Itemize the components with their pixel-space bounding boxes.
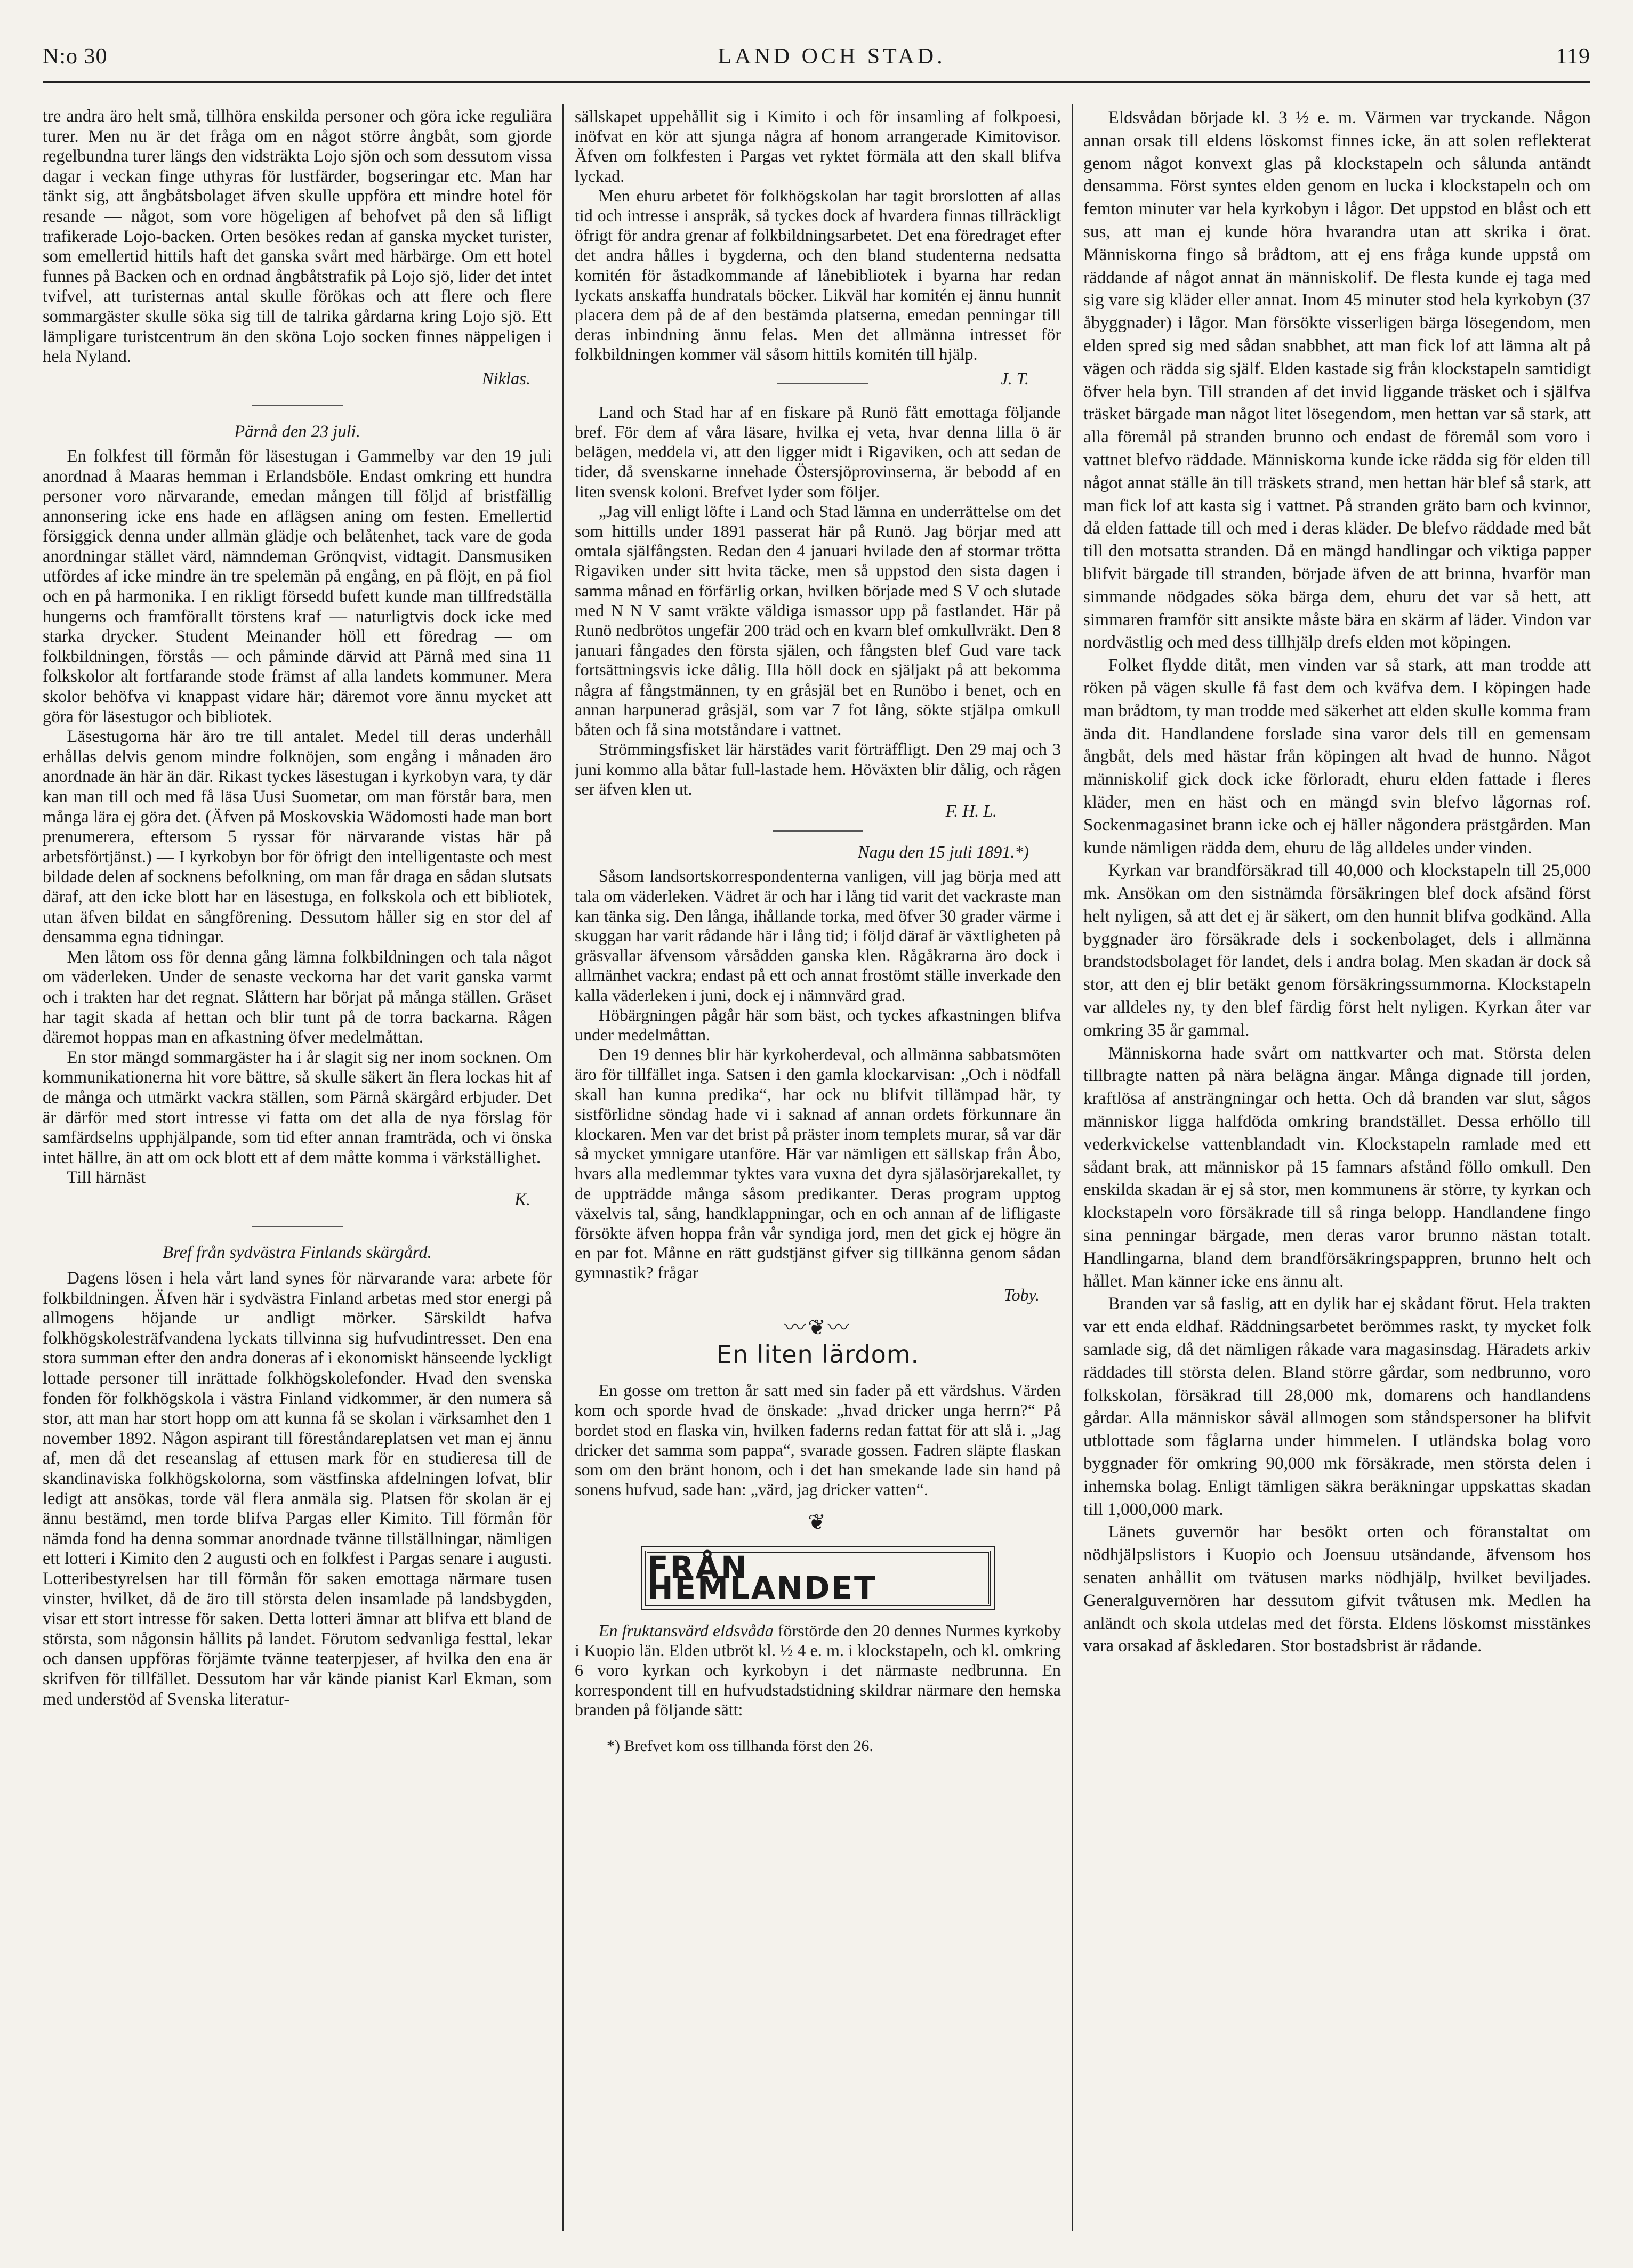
article-paragraph: Den 19 dennes blir här kyrkoherdeval, och allmänna sabbatsmöten äro för tillfället inga. Satsen i den gamla klockarvisan: „Och i nödfall skall han kunna predika“, har ock nu blifvit tillämpad här, ty sistförlidne söndag hade vi i saknad af annan ordets förkunnare än klockaren. Men var det brist på präster inom templets murar, så var där så mycket ymnigare utanföre. Här var nämligen ett sällskap från Åbo, hvars alla medlemmar tyktes vara vuxna det dyra själasörjarekallet, ty de uppträdde många såsom predikanter. Deras program upptog växelvis tal, sång, handklappningar, och en och annan af de lifligaste försökte äfven hoppa från vår syndiga jord, men det gick ej högre än en par fot. Månne en rätt gudstjänst gifver sig tillkänna genom sådan gymnastik? frågar [575, 1045, 1061, 1282]
footnote: *) Brefvet kom oss tillhanda först den 26. [607, 1737, 873, 1755]
signature: K. [514, 1190, 530, 1209]
article-paragraph: En folkfest till förmån för läsestugan i Gammelby var den 19 juli anordnad å Maaras hemman i Erlandsböle. Endast omkring ett hundra personer voro närvarande, emedan mången till följd af bristfällig annonsering icke ens hade en aflägsen aning om festen. Emellertid försiggick denna under allmän glädje och belåtenhet, tack vare de goda anordningar stället värd, nämndeman Grönqvist, vidtagit. Dansmusiken utfördes af icke mindre än tre spelemän på engång, en på flöjt, en på fiol och en på harmonika. I en rikligt försedd bufett kunde man tillfredställa hungerns och framförallt törstens kraf — naturligtvis dock icke med starka drycker. Student Meinander höll ett föredrag — om folkbildningen, förstås — och påminde därvid att Pärnå med sina 11 folkskolor alt fortfarande stode främst af alla landets kommuner. Mera skolor behöfva vi knappast vidare här; däremot vore ännu mycket att göra för läsestugor och bibliotek. [43, 446, 552, 727]
article-paragraph: Människorna hade svårt om nattkvarter och mat. Största delen tillbragte natten på nära belägna ängar. Många dignade till jorden, kraftlösa af ansträngningar och hetta. Och då branden var slut, sågos människor ligga halfdöda omkring brandstället. Dessa erhöllo till vederkvickelse vattenblandadt vin. Klockstapeln ramlade med ett sådant brak, att människor på 15 famnars afstånd föllo omkull. Den enskilda skadan är ej så stor, men kommunens är större, ty kyrkan och klockstapeln voro försäkrade till så ringa belopp. Handlandene fingo sina penningar bärgade, men deras varor brunno nästan totalt. Handlingarna, bland dem brandförsäkringspappren, brunno helt och hållet. Man känner icke ens ännu alt. [1083, 1043, 1591, 1291]
section-rule [252, 405, 343, 406]
article-paragraph: En gosse om tretton år satt med sin fader på ett värdshus. Värden kom och sporde hvad de önskade: „hvad dricker unga herrn?“ På bordet stod en flaska vin, hvilken faderns redan fattat för att slå i. „Jag dricker det samma som pappa“, svarade gossen. Fadren släpte flaskan som om den bränt honom, och i det han smekande lade sin hand på sonens hufvud, sade han: „värd, jag dricker vatten“. [575, 1381, 1061, 1499]
article-paragraph: Såsom landsortskorrespondenterna vanligen, vill jag börja med att tala om väderleken. Vädret är och har i lång tid varit det vackraste man kan tänka sig. Den långa, ihållande torka, med öfver 30 grader värme i skuggan har varit rådande här i lång tid; i följd däraf är växtligheten på gräsvallar äfvensom vårsådden ganska klen. Rågåkrarna äro dock i allmänhet vackra; endast på ett och annat frostömt ställe inverkade den kalla väderleken i juni, dock ej i nämnvärd grad. [575, 866, 1061, 1005]
article-paragraph: Kyrkan var brandförsäkrad till 40,000 och klockstapeln till 25,000 mk. Ansökan om den sistnämda försäkringen blef dock afsänd först helt nyligen, så att det ej är säkert, om den hunnit blifva godkänd. Alla byggnader äro försäkrade dels i sockenbolaget, dels i allmänna brandstodsbolaget för landet, dels i andra bolag. Men skadan är dock så stor, att den ej blir betäkt genom försäkringssummorna. Klockstapeln var alldeles ny, ty den blef färdig först helt nyligen. Kyrkan åter var omkring 35 år gammal. [1083, 860, 1591, 1040]
masthead [43, 44, 1590, 83]
signature: Toby. [1003, 1285, 1040, 1304]
dateline: Nagu den 15 juli 1891.*) [858, 842, 1029, 862]
story-title: En liten lärdom. [716, 1339, 920, 1369]
article-paragraph: tre andra äro helt små, tillhöra enskilda personer och göra icke reguliära turer. Men nu är det fråga om en något större ångbåt, som gjorde regelbundna turer längs den vidsträkta Lojo sjön och som dessutom vissa dagar i veckan finge uthyras för lustfärder, bogseringar etc. Man har tänkt sig, att ångbåtsbolaget äfven skulle uppföra ett mindre hotel för resande — något, som vore högeligen af behofvet på den så lifligt trafikerade Lojo-backen. Orten besökes redan af ganska mycket turister, som emellertid hittils haft det ganska svårt med härbärge. Om ett hotel funnes på Backen och en ordnad ångbåtstrafik på Lojo sjö, lider det intet tvifvel, att turisternas antal skulle förökas och att flere och flere sommargäster skulle söka sig till de talrika gårdarna kring Lojo sjö. Ett lämpligare turistcentrum än den sköna Lojo socken finnes näppeligen i hela Nyland. [43, 107, 552, 367]
article-paragraph: Men låtom oss för denna gång lämna folkbildningen och tala något om väderleken. Under de senaste veckorna har det varit ganska varmt och i trakten har det regnat. Slåttern har börjat på många ställen. Gräset har tagit skada af hettan och blir tunt på de torra backarna. Rågen däremot hoppas man en afkastning öfver medelmåttan. [43, 947, 552, 1047]
section-rule [252, 1226, 343, 1227]
page-number: 119 [1556, 44, 1590, 69]
article-paragraph: Länets guvernör har besökt orten och föranstaltat om nödhjälpslistors i Kuopio och Joensuu utsändande, äfvensom hos senaten anhållit om tvätusen marks nödhjälp, hvilket beviljades. Generalguvernören har dessutom gifvit tvåtusen mk. Medlen ha anländt och skola utdelas med det första. Eldens löskomst misstänkes vara orsakad af åskledaren. Stor bostadsbrist är rådande. [1083, 1522, 1591, 1656]
signature: J. T. [1000, 368, 1029, 388]
article-paragraph: Branden var så faslig, att en dylik har ej skådant förut. Hela trakten var ett enda eldhaf. Räddningsarbetet berömmes raskt, ty mycket folk samlade sig, då det nämligen råkade vara magasinsdag. Häradets arkiv räddades till största delen. Bland större gårdar, som nedbrunno, voro folkskolan, försäkrad till 28,000 mk, domarens och handlandens gårdar. Alla människor såväl allmogen som ståndspersoner ha blifvit utblottade som fåglarna under himmelen. I utländska bolag voro byggnader för omkring 90,000 mk försäkrade, men största delen i inhemska bolag. Enligt tämligen säkra beräkningar uppskattas skadan till 1,000,000 mark. [1083, 1294, 1591, 1519]
column-1 [43, 107, 552, 2231]
article-paragraph: En stor mängd sommargäster ha i år slagit sig ner inom socknen. Om kommunikationerna hit vore bättre, så skulle säkert än flera lockas hit af de många och utmärkt vackra ställen, som Pärnå skärgård erbjuder. Det är därför med stort intresse vi fatta om det alla de nya förslag för samfärdselns upphjälpande, som tid efter annan framträda, och vi önska intet hällre, än att om ock blott ett af dem måtte komma i värkställighet. [43, 1047, 552, 1167]
article-paragraph: Läsestugorna här äro tre till antalet. Medel till deras underhåll erhållas delvis genom mindre folknöjen, som engång i månaden äro anordnade än här än där. Rikast tyckes läsestugan i kyrkobyn vara, ty där kan man till och med få läsa Uusi Suometar, om man förstår bara, men många lära ej göra det. (Äfven på Moskovskia Wädomosti hade man bort prenumerera, eftersom 5 ryssar för närvarande vistas här på arbetsförtjänst.) — I kyrkobyn bor för öfrigt den intelligentaste och mest bildade delen af socknens befolkning, om man får draga en sådan slutsats däraf, att den icke blott har en läsestuga, en folkskola och ett bibliotek, utan äfven bildat en sångförening. Dessutom håller sig en stor del af densamma egna tidningar. [43, 727, 552, 947]
fleuron-icon: ❦ [808, 1510, 828, 1535]
signature: F. H. L. [945, 801, 997, 820]
lead-phrase: En fruktansvärd eldsvåda [598, 1620, 774, 1640]
article-paragraph: Höbärgningen pågår här som bäst, och tyckes afkastningen blifva under medelmåttan. [575, 1005, 1061, 1044]
ornament-icon: 〰❦〰 [784, 1315, 851, 1339]
column-3 [1083, 107, 1591, 2231]
article-paragraph [575, 1621, 1061, 1720]
article-paragraph: „Jag vill enligt löfte i Land och Stad lämna en underrättelse om det som hittills under 1891 passerat här på Runö. Jag börjar med att omtala själfångsten. Redan den 4 januari hvilade den af stormar trötta Rigaviken under sitt hvita täcke, men så uppstod den sista dagen i samma månad en förfärlig orkan, hvilken började med S V och slutade med N N V samt vräkte väldiga ismassor upp på fastlandet. Här på Runö nedbrötos ungefär 200 träd och en kvarn blef omkullvräkt. Den 8 januari fångades den första själen, och fångsten blef Gud vare tack fortsättningsvis icke dålig. Illa höll dock en själjakt på att bekomma några af fångstmännen, ty en gråsjäl bet en Runöbo i benet, och en annan harpunerad gråsjäl, som var 7 fot lång, sökte stjälpa omkull båten och få sina motståndare i vattnet. [575, 501, 1061, 739]
section-rule [773, 830, 863, 832]
dateline: Pärnå den 23 juli. [234, 422, 360, 442]
lead-paragraph-text: förstörde den 20 dennes Nurmes kyrkoby i Kuopio län. Elden utbröt kl. ½ 4 e. m. i klockstapeln, och kl. omkring 6 voro kyrkan och kyrkobyn i det närmaste nedbrunna. En korrespondent till en hufvudstadstidning skildrar närmare den hemska branden på följande sätt: [575, 1620, 1061, 1720]
newspaper-title: LAND OCH STAD. [718, 44, 946, 69]
signature-row [575, 369, 1061, 389]
article-paragraph: Land och Stad har af en fiskare på Runö fått emottaga följande bref. För dem af våra läsare, hvilka ej veta, hvar denna lilla ö är belägen, meddela vi, att den ligger midt i Rigaviken, och att sedan de tider, då svenskarne innehade Östersjöprovinserna, är bebodd af en liten svensk koloni. Brefvet lyder som följer. [575, 402, 1061, 501]
article-paragraph: Eldsvådan började kl. 3 ½ e. m. Värmen var tryckande. Någon annan orsak till eldens löskomst finnes icke, än att solen reflekterat genom något konvext glas på klockstapeln och sålunda antändt densamma. Först syntes elden genom en lucka i klockstapeln och om femton minuter var hela kyrkobyn i lågor. Det uppstod en blåst och ett sus, att man ej kunde höra hvarandra utan att skrika i örat. Människorna fingo så brådtom, att ej ens fråga kunde uppstå om räddande af något annat än människolif. De flesta kunde ej taga med sig vare sig kläder eller annat. Inom 45 minuter stod hela kyrkobyn (37 åbyggnader) i lågor. Man försökte visserligen bärga lösegendom, men elden spred sig med sådan snabbhet, att man fick lof att lämna alt på vägen och rädda sig själf. Elden kastade sig från klockstapeln samtidigt öfver hela byn. Till stranden af det invid liggande träsket och i själfva träsket bärgade man något litet lösegendom, men hettan var så stark, att alla föremål på stranden brunno och endast de föremål som voro i vattnet blefvo räddade. Människorna kunde icke rädda sig för elden till något annat ställe än till träskets strand, men hettan här blef så stark, att man fick lof att kasta sig i vattnet. På stranden gräto barn och kvinnor, då elden fattade till och med i deras kläder. De blefvo räddade med båt till den motsatta stranden. Då en mängd handlingar och viktiga papper blifvit bärgade till stranden, började äfven de att brinna, hvarför man simmande nödgades söka bärga dem, ehuru det var så hett, att simmaren framför sitt ansikte måste bära en skärm af läder. Vindon var nordvästlig och med dess tillhjälp drefs elden mot köpingen. [1083, 108, 1591, 652]
signature: Niklas. [481, 369, 530, 389]
article-paragraph: Men ehuru arbetet för folkhögskolan har tagit brorslotten af allas tid och intresse i anspråk, så tyckes dock af hvardera finnas tillräckligt öfrigt för andra grenar af folkbildningsarbetet. Det ena föredraget efter det andra hålles i bygderna, och den bland studenterna nedsatta komitén för åstadkommande af lånebibliotek i byarna har redan lyckats anskaffa hundratals böcker. Likväl har komitén ej ännu hunnit placera dem på de af den bestämda platserna, emedan penningar till deras inbindning ännu felas. Men det allmänna intresset för folkbildningen kommer väl såsom hittils komitén till hjälp. [575, 185, 1061, 364]
article-paragraph: sällskapet uppehållit sig i Kimito i och för insamling af folkpoesi, inöfvat en kör att sjunga några af honom arrangerade Kimitovisor. Äfven om folkfesten i Pargas vet ryktet förmäla att den skall blifva lyckad. [575, 107, 1061, 185]
column-divider-right [1072, 104, 1073, 2231]
article-paragraph: Strömmingsfisket lär härstädes varit förträffligt. Den 29 maj och 3 juni kommo alla båtar full-lastade hem. Höväxten blir dålig, och rågen ser äfven klen ut. [575, 739, 1061, 798]
section-banner: FRÅN HEMLANDET [645, 1551, 991, 1606]
issue-number: N:o 30 [43, 44, 108, 69]
column-2 [575, 107, 1061, 2231]
section-heading: Bref från sydvästra Finlands skärgård. [163, 1243, 432, 1263]
article-paragraph: Till härnäst [67, 1168, 146, 1188]
article-paragraph: Folket flydde ditåt, men vinden var så stark, att man trodde att röken på vägen skulle få fast dem och kväfva dem. I köpingen hade man brådtom, ty man trodde med säkerhet att elden skulle komma fram ända dit. Handlandene forslade sina varor dels till en gemensam ångbåt, dels med hästar från köpingen alt hvad de hunno. Något människolif gick dock icke förloradt, ehuru elden fattade i fleres kläder, men en häst och en mängd svin blefvo lågornas rof. Sockenmagasinet brann icke och ej häller någondera prästgården. Man kunde nämligen rädda dem, ehuru de låg alldeles under vinden. [1083, 655, 1591, 858]
short-rule [777, 383, 868, 384]
column-divider-left [562, 104, 564, 2231]
article-paragraph: Dagens lösen i hela vårt land synes för närvarande vara: arbete för folkbildningen. Äfven här i sydvästra Finland arbetas med stor energi på allmogens höjande ur andligt mörker. Särskildt hafva folkhögskolesträfvandena lyckats tillvinna sig hufvudintresset. Den ena stora summan efter den andra doneras af i ekonomiskt hänseende lyckligt lottade personer till inrättade folkhögskolefonder. Hvad den svenska fonden för folkhögskola i västra Finland vidkommer, är den numera så stor, att man har stort hopp om att kunna få se skolan i värksamhet den 1 november 1892. Någon aspirant till föreståndareplatsen vet man ej ännu af, men då det reseanslag af ettusen mark för en studieresa till de skandinaviska folkhögskolorna, som västfinska afdelningen lofvat, blir ledigt att ansökas, torde väl flera anmäla sig. Platsen för skolan är ej ännu bestämd, men torde blifva Pargas eller Kimito. Till förmån för nämda fond ha denna sommar anordnade tvänne tillställningar, nämligen ett lotteri i Kimito den 2 augusti och en folkfest i Pargas senare i augusti. Lotteribestyrelsen har till förmån för saken emottaga närmare tusen vinster, hvilket, då de äro till största delen insamlade på landsbygden, visar ett stort intresse för saken. Detta lotteri ämnar att blifva ett bland de största, som någonsin hållits på landet. Förutom sedvanliga festtal, lekar och dansen uppföras förjämte tvänne teaterpjeser, af hvilka den ena är skrifven för tillfället. Dessutom har vår kände pianist Karl Ekman, som med understöd af Svenska literatur- [43, 1269, 552, 1709]
